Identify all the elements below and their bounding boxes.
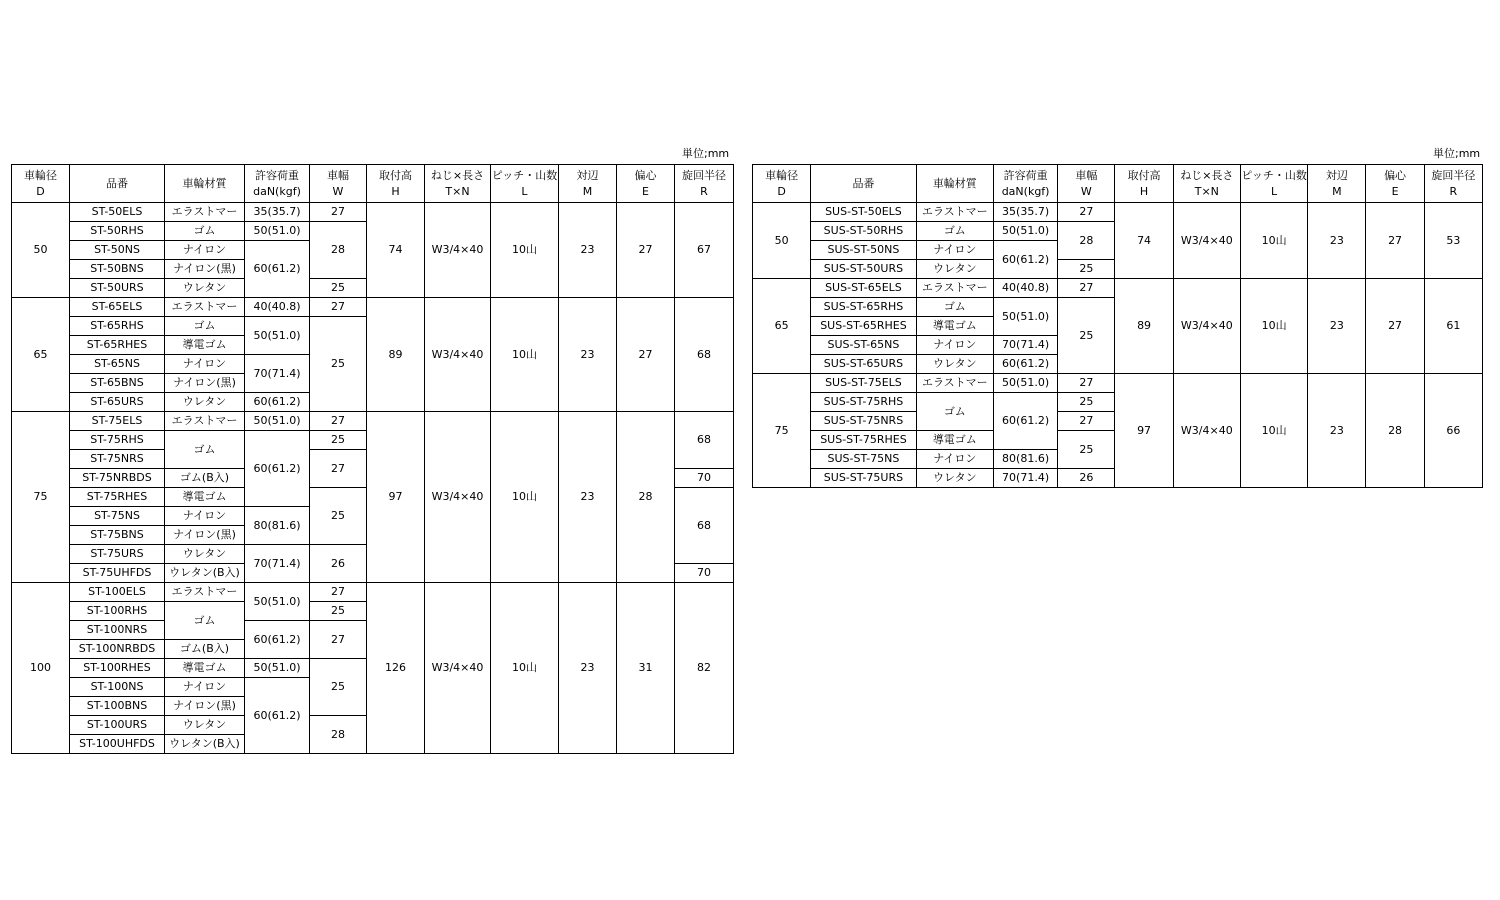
cell-mat: ウレタン bbox=[165, 279, 245, 298]
cell-w: 25 bbox=[1058, 260, 1115, 279]
cell-mat: 導電ゴム bbox=[916, 431, 993, 450]
cell-mat: ゴム bbox=[165, 602, 245, 640]
cell-part: ST-65URS bbox=[70, 393, 165, 412]
cell-w: 28 bbox=[310, 716, 367, 754]
cell-mat: ナイロン bbox=[916, 450, 993, 469]
header-w: 車幅 W bbox=[310, 165, 367, 203]
cell-part: SUS-ST-75ELS bbox=[811, 374, 916, 393]
cell-w: 25 bbox=[310, 602, 367, 621]
cell-m: 23 bbox=[1308, 374, 1366, 488]
cell-load: 50(51.0) bbox=[993, 374, 1057, 393]
group-d50 bbox=[12, 203, 734, 298]
cell-d: 50 bbox=[753, 203, 811, 279]
cell-load: 50(51.0) bbox=[993, 298, 1057, 336]
cell-mat: ゴム bbox=[165, 222, 245, 241]
cell-tn: W3/4×40 bbox=[425, 298, 491, 412]
cell-d: 65 bbox=[753, 279, 811, 374]
cell-tn: W3/4×40 bbox=[425, 412, 491, 583]
cell-w: 27 bbox=[1058, 374, 1115, 393]
cell-r: 61 bbox=[1424, 279, 1482, 374]
cell-load: 40(40.8) bbox=[993, 279, 1057, 298]
header-m: 対辺 M bbox=[1308, 165, 1366, 203]
cell-l: 10山 bbox=[491, 412, 559, 583]
cell-load: 35(35.7) bbox=[993, 203, 1057, 222]
table-row bbox=[12, 583, 734, 602]
cell-mat: 導電ゴム bbox=[165, 336, 245, 355]
group-d65 bbox=[753, 279, 1483, 374]
cell-w: 27 bbox=[310, 450, 367, 488]
cell-mat: ナイロン bbox=[165, 241, 245, 260]
cell-part: SUS-ST-75RHES bbox=[811, 431, 916, 450]
table-row bbox=[12, 298, 734, 317]
cell-part: ST-100RHES bbox=[70, 659, 165, 678]
cell-d: 100 bbox=[12, 583, 70, 754]
cell-mat: 導電ゴム bbox=[165, 488, 245, 507]
cell-part: ST-100URS bbox=[70, 716, 165, 735]
cell-part: SUS-ST-75RHS bbox=[811, 393, 916, 412]
header-row bbox=[753, 165, 1483, 203]
header-e: 偏心 E bbox=[1366, 165, 1424, 203]
cell-part: SUS-ST-50URS bbox=[811, 260, 916, 279]
cell-e: 27 bbox=[1366, 279, 1424, 374]
cell-part: ST-75NRBDS bbox=[70, 469, 165, 488]
cell-load: 40(40.8) bbox=[245, 298, 310, 317]
cell-e: 31 bbox=[617, 583, 675, 754]
cell-part: SUS-ST-50RHS bbox=[811, 222, 916, 241]
cell-mat: ウレタン bbox=[916, 260, 993, 279]
cell-m: 23 bbox=[559, 298, 617, 412]
cell-part: ST-75NRS bbox=[70, 450, 165, 469]
cell-w: 26 bbox=[1058, 469, 1115, 488]
cell-e: 28 bbox=[1366, 374, 1424, 488]
cell-part: SUS-ST-65URS bbox=[811, 355, 916, 374]
cell-mat: ウレタン bbox=[165, 545, 245, 564]
cell-h: 89 bbox=[1115, 279, 1173, 374]
header-mat: 車輪材質 bbox=[165, 165, 245, 203]
table-row bbox=[753, 203, 1483, 222]
cell-mat: ゴム bbox=[916, 298, 993, 317]
cell-mat: ウレタン bbox=[916, 355, 993, 374]
cell-part: ST-50URS bbox=[70, 279, 165, 298]
cell-load: 60(61.2) bbox=[993, 393, 1057, 450]
cell-l: 10山 bbox=[1240, 279, 1307, 374]
cell-w: 25 bbox=[310, 279, 367, 298]
cell-w: 27 bbox=[1058, 203, 1115, 222]
cell-part: SUS-ST-50ELS bbox=[811, 203, 916, 222]
cell-load: 60(61.2) bbox=[245, 621, 310, 659]
cell-r: 53 bbox=[1424, 203, 1482, 279]
group-d65 bbox=[12, 298, 734, 412]
cell-d: 50 bbox=[12, 203, 70, 298]
cell-e: 28 bbox=[617, 412, 675, 583]
cell-part: SUS-ST-65NS bbox=[811, 336, 916, 355]
cell-w: 27 bbox=[310, 583, 367, 602]
cell-part: ST-65NS bbox=[70, 355, 165, 374]
cell-load: 60(61.2) bbox=[245, 241, 310, 298]
cell-w: 25 bbox=[310, 317, 367, 412]
cell-mat: ナイロン(黒) bbox=[165, 526, 245, 545]
cell-part: ST-75NS bbox=[70, 507, 165, 526]
cell-mat: ゴム bbox=[165, 317, 245, 336]
cell-l: 10山 bbox=[491, 298, 559, 412]
cell-load: 70(71.4) bbox=[245, 355, 310, 393]
cell-l: 10山 bbox=[1240, 374, 1307, 488]
cell-part: SUS-ST-75NS bbox=[811, 450, 916, 469]
cell-m: 23 bbox=[1308, 279, 1366, 374]
cell-h: 126 bbox=[367, 583, 425, 754]
cell-part: ST-75BNS bbox=[70, 526, 165, 545]
header-load: 許容荷重 daN(kgf) bbox=[245, 165, 310, 203]
cell-r: 68 bbox=[675, 412, 734, 469]
header-l: ピッチ・山数 L bbox=[491, 165, 559, 203]
cell-mat: ウレタン(B入) bbox=[165, 564, 245, 583]
cell-load: 60(61.2) bbox=[245, 393, 310, 412]
cell-mat: ナイロン(黒) bbox=[165, 697, 245, 716]
cell-h: 74 bbox=[1115, 203, 1173, 279]
cell-r: 68 bbox=[675, 488, 734, 564]
cell-load: 50(51.0) bbox=[245, 659, 310, 678]
cell-load: 60(61.2) bbox=[245, 431, 310, 507]
cell-mat: 導電ゴム bbox=[916, 317, 993, 336]
unit-label-right: 単位;mm bbox=[1433, 147, 1481, 160]
cell-part: ST-100UHFDS bbox=[70, 735, 165, 754]
cell-w: 28 bbox=[1058, 222, 1115, 260]
table-row bbox=[12, 203, 734, 222]
cell-h: 89 bbox=[367, 298, 425, 412]
cell-w: 27 bbox=[310, 298, 367, 317]
cell-mat: エラストマー bbox=[916, 279, 993, 298]
cell-part: ST-100NRS bbox=[70, 621, 165, 640]
cell-load: 50(51.0) bbox=[245, 583, 310, 621]
cell-r: 66 bbox=[1424, 374, 1482, 488]
header-tn: ねじ×長さ T×N bbox=[425, 165, 491, 203]
cell-d: 75 bbox=[12, 412, 70, 583]
cell-mat: エラストマー bbox=[916, 203, 993, 222]
header-d: 車輪径 D bbox=[12, 165, 70, 203]
cell-e: 27 bbox=[617, 203, 675, 298]
cell-part: ST-75URS bbox=[70, 545, 165, 564]
cell-w: 25 bbox=[310, 659, 367, 716]
cell-tn: W3/4×40 bbox=[1173, 374, 1240, 488]
cell-l: 10山 bbox=[491, 203, 559, 298]
cell-load: 50(51.0) bbox=[245, 222, 310, 241]
cell-d: 65 bbox=[12, 298, 70, 412]
cell-r: 67 bbox=[675, 203, 734, 298]
group-d50 bbox=[753, 203, 1483, 279]
cell-w: 27 bbox=[310, 412, 367, 431]
cell-w: 25 bbox=[1058, 393, 1115, 412]
cell-mat: エラストマー bbox=[916, 374, 993, 393]
cell-load: 70(71.4) bbox=[993, 336, 1057, 355]
cell-mat: ゴム bbox=[165, 431, 245, 469]
header-tn: ねじ×長さ T×N bbox=[1173, 165, 1240, 203]
cell-load: 70(71.4) bbox=[993, 469, 1057, 488]
cell-part: ST-100BNS bbox=[70, 697, 165, 716]
cell-load: 50(51.0) bbox=[245, 317, 310, 355]
cell-part: SUS-ST-75NRS bbox=[811, 412, 916, 431]
cell-part: SUS-ST-75URS bbox=[811, 469, 916, 488]
cell-mat: エラストマー bbox=[165, 298, 245, 317]
table-row bbox=[12, 412, 734, 431]
cell-e: 27 bbox=[617, 298, 675, 412]
cell-r: 68 bbox=[675, 298, 734, 412]
cell-mat: ゴム bbox=[916, 393, 993, 431]
cell-part: SUS-ST-50NS bbox=[811, 241, 916, 260]
cell-mat: ゴム(B入) bbox=[165, 469, 245, 488]
cell-mat: エラストマー bbox=[165, 412, 245, 431]
cell-part: ST-50NS bbox=[70, 241, 165, 260]
group-d75 bbox=[12, 412, 734, 583]
cell-part: ST-100RHS bbox=[70, 602, 165, 621]
cell-w: 26 bbox=[310, 545, 367, 583]
header-h: 取付高 H bbox=[367, 165, 425, 203]
cell-part: ST-75ELS bbox=[70, 412, 165, 431]
cell-tn: W3/4×40 bbox=[1173, 203, 1240, 279]
cell-w: 25 bbox=[310, 431, 367, 450]
cell-mat: ゴム bbox=[916, 222, 993, 241]
cell-part: ST-65BNS bbox=[70, 374, 165, 393]
cell-part: ST-100NRBDS bbox=[70, 640, 165, 659]
cell-load: 60(61.2) bbox=[993, 355, 1057, 374]
table-row bbox=[753, 279, 1483, 298]
header-r: 旋回半径 R bbox=[675, 165, 734, 203]
cell-w: 25 bbox=[1058, 298, 1115, 374]
cell-w: 28 bbox=[310, 222, 367, 279]
cell-mat: 導電ゴム bbox=[165, 659, 245, 678]
cell-tn: W3/4×40 bbox=[425, 203, 491, 298]
cell-mat: ナイロン(黒) bbox=[165, 374, 245, 393]
cell-w: 27 bbox=[310, 621, 367, 659]
cell-h: 97 bbox=[1115, 374, 1173, 488]
cell-r: 70 bbox=[675, 469, 734, 488]
cell-l: 10山 bbox=[491, 583, 559, 754]
cell-w: 25 bbox=[1058, 431, 1115, 469]
cell-load: 50(51.0) bbox=[993, 222, 1057, 241]
cell-load: 70(71.4) bbox=[245, 545, 310, 583]
cell-m: 23 bbox=[559, 412, 617, 583]
cell-part: ST-75RHS bbox=[70, 431, 165, 450]
caster-spec-table-sus-st bbox=[752, 164, 1483, 488]
cell-part: ST-50ELS bbox=[70, 203, 165, 222]
cell-part: ST-75UHFDS bbox=[70, 564, 165, 583]
cell-mat: ウレタン bbox=[165, 716, 245, 735]
header-e: 偏心 E bbox=[617, 165, 675, 203]
cell-r: 70 bbox=[675, 564, 734, 583]
cell-m: 23 bbox=[559, 583, 617, 754]
cell-load: 50(51.0) bbox=[245, 412, 310, 431]
caster-spec-table-st bbox=[11, 164, 734, 754]
cell-tn: W3/4×40 bbox=[1173, 279, 1240, 374]
header-row bbox=[12, 165, 734, 203]
header-part: 品番 bbox=[811, 165, 916, 203]
cell-part: ST-100ELS bbox=[70, 583, 165, 602]
cell-load: 60(61.2) bbox=[993, 241, 1057, 279]
header-mat: 車輪材質 bbox=[916, 165, 993, 203]
cell-m: 23 bbox=[559, 203, 617, 298]
group-d100 bbox=[12, 583, 734, 754]
cell-w: 27 bbox=[1058, 279, 1115, 298]
cell-part: ST-75RHES bbox=[70, 488, 165, 507]
header-m: 対辺 M bbox=[559, 165, 617, 203]
cell-r: 82 bbox=[675, 583, 734, 754]
header-l: ピッチ・山数 L bbox=[1240, 165, 1307, 203]
header-w: 車幅 W bbox=[1058, 165, 1115, 203]
cell-mat: ナイロン bbox=[165, 678, 245, 697]
cell-tn: W3/4×40 bbox=[425, 583, 491, 754]
cell-part: SUS-ST-65RHES bbox=[811, 317, 916, 336]
header-h: 取付高 H bbox=[1115, 165, 1173, 203]
cell-w: 27 bbox=[1058, 412, 1115, 431]
cell-mat: ナイロン bbox=[916, 241, 993, 260]
cell-mat: エラストマー bbox=[165, 583, 245, 602]
cell-e: 27 bbox=[1366, 203, 1424, 279]
group-d75 bbox=[753, 374, 1483, 488]
cell-part: ST-100NS bbox=[70, 678, 165, 697]
cell-part: ST-65RHS bbox=[70, 317, 165, 336]
cell-load: 80(81.6) bbox=[993, 450, 1057, 469]
cell-load: 80(81.6) bbox=[245, 507, 310, 545]
header-load: 許容荷重 daN(kgf) bbox=[993, 165, 1057, 203]
cell-part: ST-50RHS bbox=[70, 222, 165, 241]
cell-mat: ナイロン bbox=[165, 355, 245, 374]
cell-mat: ウレタン bbox=[165, 393, 245, 412]
cell-part: ST-65RHES bbox=[70, 336, 165, 355]
cell-mat: ナイロン(黒) bbox=[165, 260, 245, 279]
cell-l: 10山 bbox=[1240, 203, 1307, 279]
unit-label-left: 単位;mm bbox=[682, 147, 730, 160]
cell-m: 23 bbox=[1308, 203, 1366, 279]
header-part: 品番 bbox=[70, 165, 165, 203]
cell-w: 27 bbox=[310, 203, 367, 222]
cell-load: 35(35.7) bbox=[245, 203, 310, 222]
header-d: 車輪径 D bbox=[753, 165, 811, 203]
cell-mat: ゴム(B入) bbox=[165, 640, 245, 659]
cell-load: 60(61.2) bbox=[245, 678, 310, 754]
cell-part: ST-50BNS bbox=[70, 260, 165, 279]
cell-mat: ナイロン bbox=[916, 336, 993, 355]
cell-part: ST-65ELS bbox=[70, 298, 165, 317]
cell-h: 74 bbox=[367, 203, 425, 298]
header-r: 旋回半径 R bbox=[1424, 165, 1482, 203]
cell-mat: ウレタン(B入) bbox=[165, 735, 245, 754]
cell-d: 75 bbox=[753, 374, 811, 488]
cell-part: SUS-ST-65RHS bbox=[811, 298, 916, 317]
table-row bbox=[753, 374, 1483, 393]
cell-part: SUS-ST-65ELS bbox=[811, 279, 916, 298]
cell-mat: ウレタン bbox=[916, 469, 993, 488]
cell-mat: エラストマー bbox=[165, 203, 245, 222]
cell-mat: ナイロン bbox=[165, 507, 245, 526]
cell-h: 97 bbox=[367, 412, 425, 583]
cell-w: 25 bbox=[310, 488, 367, 545]
